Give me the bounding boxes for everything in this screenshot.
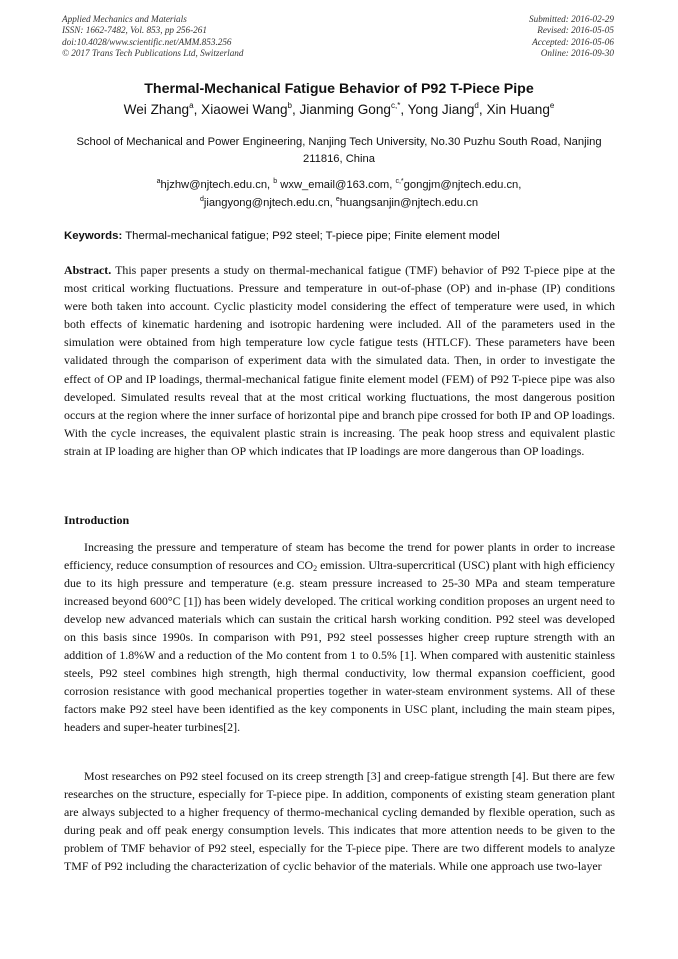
author-name: Yong Jiang bbox=[407, 102, 475, 117]
submitted-date: Submitted: 2016-02-29 bbox=[529, 14, 614, 24]
subscript: 2 bbox=[313, 563, 318, 573]
email-mark: d bbox=[199, 196, 204, 203]
introduction-paragraph-2 bbox=[64, 768, 615, 876]
author-list bbox=[0, 102, 678, 117]
email-address: jiangyong@njtech.edu.cn, bbox=[203, 197, 336, 209]
author-separator: , bbox=[291, 102, 300, 117]
author bbox=[486, 102, 554, 117]
publication-info bbox=[62, 14, 243, 60]
keywords-label: Keywords: bbox=[64, 230, 123, 242]
email-address: hjzhw@njtech.edu.cn, bbox=[160, 179, 274, 191]
email-line bbox=[64, 194, 614, 212]
author-separator: , bbox=[478, 102, 487, 117]
email-address: gongjm@njtech.edu.cn, bbox=[403, 179, 522, 191]
author-affiliation-mark: d bbox=[474, 101, 479, 110]
author-name: Jianming Gong bbox=[299, 102, 391, 117]
publication-dates bbox=[529, 14, 614, 60]
author-name: Xin Huang bbox=[486, 102, 550, 117]
paragraph-text: Increasing the pressure and temperature of steam has become the trend for power plants in order to increase efficiency, reduce consumption of resources and CO bbox=[64, 540, 615, 572]
affiliation: School of Mechanical and Power Engineering, Nanjing Tech University, No.30 Puzhu South Road, Nanjing 211816, China bbox=[76, 136, 602, 165]
author-affiliation-mark: b bbox=[287, 101, 292, 110]
email-address: huangsanjin@njtech.edu.cn bbox=[339, 197, 479, 209]
paper-title: Thermal-Mechanical Fatigue Behavior of P92 T-Piece Pipe bbox=[144, 81, 534, 97]
introduction-paragraph-1 bbox=[64, 539, 615, 736]
author-affiliation-mark: e bbox=[549, 101, 555, 110]
copyright-line: © 2017 Trans Tech Publications Ltd, Switzerland bbox=[62, 48, 244, 59]
online-date: Online: 2016-09-30 bbox=[540, 48, 614, 59]
abstract bbox=[64, 261, 615, 460]
keywords bbox=[64, 230, 614, 242]
email-mark: a bbox=[156, 178, 161, 185]
email-mark: e bbox=[335, 196, 340, 203]
email-address: wxw_email@163.com, bbox=[277, 179, 396, 191]
author bbox=[124, 102, 202, 117]
journal-name: Applied Mechanics and Materials bbox=[62, 14, 187, 24]
doi-line: doi:10.4028/www.scientific.net/AMM.853.256 bbox=[62, 36, 232, 47]
accepted-date: Accepted: 2016-05-06 bbox=[532, 36, 614, 47]
author-separator: , bbox=[193, 102, 202, 117]
author bbox=[201, 102, 299, 117]
author-separator: , bbox=[400, 102, 408, 117]
paragraph-text: emission. Ultra-supercritical (USC) plant with high efficiency due to its high pressure and temperature (e.g. steam pressure increased to 25-30 MPa and steam temperature increased beyond 600°C [1]) has been widely developed. The critical working condition proposes an urgent need to develop new advanced materials which can sustain the critical harsh working condition. P92 steel was developed on this basis since 1990s. In comparison with P91, P92 steel possesses higher creep rupture strength with an addition of 1.8%W and a reduction of the Mo content from 1 to 0.5% [1]. When compared with austenitic stainless steels, P92 steel combines high strength, high thermal conductivity, low thermal expansion coefficient, good corrosion resistance with good mechanical properties together in water-steam environment systems. All of these factors make P92 steel have been identified as the key components in USC plant, including the main steam pipes, headers and super-heater turbines[2]. bbox=[64, 557, 615, 734]
paragraph-text: Most researches on P92 steel focused on its creep strength [3] and creep-fatigue strength [4]. But there are few researches on the structure, especially for T-piece pipe. In addition, components of existing steam generation plant are always subjected to a higher frequency of thermo-mechanical cycling demanded by flexible operation, such as during peak and off peak energy consumption levels. This indicates that more attention needs to be given to the problem of TMF behavior of P92 steel, especially for the T-piece pipe. There are two different models to analyze TMF of P92 including the characterization of cyclic behavior of the materials. While one approach use two-layer bbox=[64, 769, 615, 873]
author-affiliation-mark: a bbox=[189, 101, 194, 110]
keywords-text: Thermal-mechanical fatigue; P92 steel; T-piece pipe; Finite element model bbox=[122, 230, 500, 242]
author-emails bbox=[64, 176, 614, 212]
author bbox=[300, 102, 408, 117]
revised-date: Revised: 2016-05-05 bbox=[537, 25, 614, 36]
author bbox=[408, 102, 487, 117]
email-mark: c,* bbox=[395, 178, 404, 185]
author-name: Xiaowei Wang bbox=[201, 102, 288, 117]
issn-line: ISSN: 1662-7482, Vol. 853, pp 256-261 bbox=[62, 25, 207, 36]
author-affiliation-mark: c,* bbox=[390, 101, 401, 110]
section-heading-introduction: Introduction bbox=[64, 513, 130, 527]
email-line bbox=[64, 176, 614, 194]
abstract-label: Abstract. bbox=[64, 263, 112, 277]
email-mark: b bbox=[273, 178, 278, 185]
author-name: Wei Zhang bbox=[123, 102, 190, 117]
abstract-text: This paper presents a study on thermal-mechanical fatigue (TMF) behavior of P92 T-piece pipe at the most critical working fluctuations. Pressure and temperature in out-of-phase (OP) and in-phase (IP) conditions were both taken into account. Cyclic plasticity model considering the effect of temperature were used, in which both effects of kinematic hardening and isotropic hardening were included. All of the parameters used in the simulation were obtained from high temperature low cycle fatigue tests (HTLCF). These parameters have been validated through the comparison of experiment data with the simulated data. Then, in order to investigate the effect of OP and IP loadings, thermal-mechanical fatigue finite element model (FEM) of P92 T-piece pipe was also developed. Simulated results reveal that at the most critical working fluctuations, the most dangerous position occurs at the region where the inner surface of horizontal pipe and branch pipe crossed for both IP and OP loadings. With the cycle increases, the equivalent plastic strain is increasing. The peak hoop stress and equivalent plastic strain at IP loading are higher than OP which indicates that IP loadings are more dangerous than OP loadings. bbox=[64, 263, 615, 458]
